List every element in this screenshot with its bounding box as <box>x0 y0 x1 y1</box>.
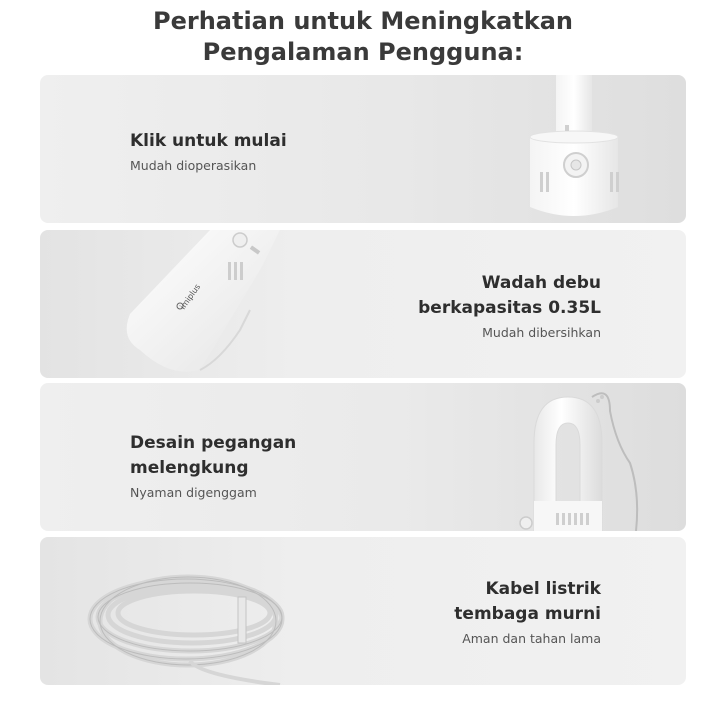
feature-card-curved-handle <box>40 383 686 531</box>
feature-title-line-2: berkapasitas 0.35L <box>418 298 601 318</box>
feature-card-copper-cable <box>40 537 686 685</box>
feature-text <box>130 129 287 176</box>
feature-text <box>130 431 296 503</box>
dust-container-icon <box>100 230 300 378</box>
coiled-cable-icon <box>80 557 320 685</box>
page-title <box>0 6 726 68</box>
vacuum-button-icon <box>470 75 686 223</box>
page-title-line-2: Pengalaman Pengguna: <box>202 38 524 66</box>
feature-subtitle: Aman dan tahan lama <box>462 631 601 646</box>
feature-title-line-2: melengkung <box>130 458 249 478</box>
brand-logo: imiplus <box>178 282 203 312</box>
feature-title-line-1: Desain pegangan <box>130 433 297 453</box>
page-title-line-1: Perhatian untuk Meningkatkan <box>153 7 573 35</box>
feature-subtitle: Nyaman digenggam <box>130 485 257 500</box>
feature-title-line-1: Wadah debu <box>481 273 601 293</box>
feature-title-line-1: Kabel listrik <box>485 579 601 599</box>
feature-text <box>418 271 601 343</box>
feature-text <box>454 577 601 649</box>
feature-card-click-start <box>40 75 686 223</box>
feature-title: Klik untuk mulai <box>130 131 287 151</box>
feature-subtitle: Mudah dibersihkan <box>482 325 601 340</box>
feature-title-line-2: tembaga murni <box>454 604 601 624</box>
feature-subtitle: Mudah dioperasikan <box>130 158 257 173</box>
curved-handle-icon <box>460 383 686 531</box>
feature-card-dust-container <box>40 230 686 378</box>
